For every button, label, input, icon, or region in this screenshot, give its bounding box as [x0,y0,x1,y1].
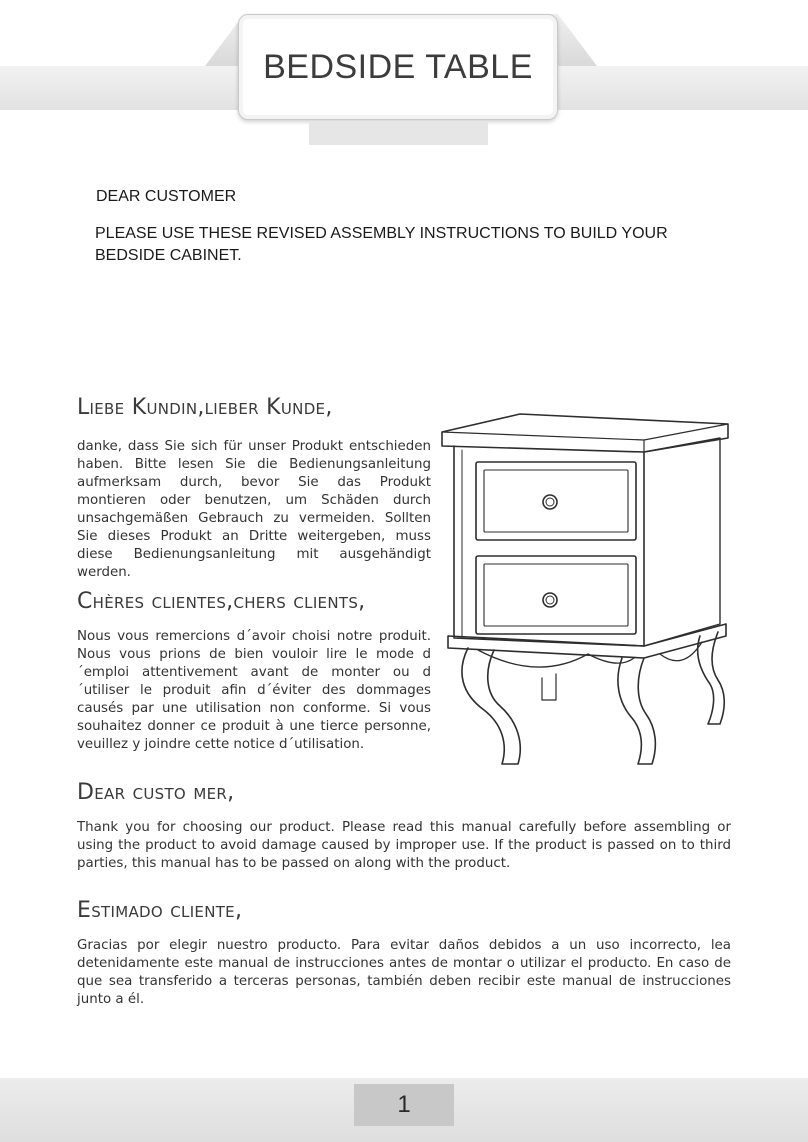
bedside-table-illustration [438,410,738,770]
german-paragraph: danke, dass Sie sich für unser Produkt entschieden haben. Bitte lesen Sie die Bedienungsanleitung aufmerksam durch, bevor Sie das Produkt montieren oder benutzen, um Schäden durch unsachgemäßen Gebrauch zu vermeiden. Sollten Sie dieses Produkt an Dritte weitergeben, muss diese Bedienungsanleitung mit ausgehändigt werden. [77,439,431,580]
title-tab-decoration [309,121,488,145]
lower-drawer [476,556,636,634]
page-number: 1 [397,1091,411,1118]
front-left-leg [462,648,520,764]
table-top [442,414,728,452]
spanish-paragraph: Gracias por elegir nuestro producto. Para evitar daños debidos a un uso incorrecto, lea detenidamente este manual de instrucciones antes de montar o utilizar el producto. En caso de que sea transferido a terceras personas, también deben recibir este manual de instrucciones junto a él. [77,938,731,1007]
page-title: BEDSIDE TABLE [263,47,533,86]
cabinet-body [454,446,644,646]
back-right-leg [698,632,725,724]
french-heading: Chères clientes,chers clients, [77,589,366,614]
title-box [238,14,558,120]
spanish-heading: Estimado cliente, [77,898,243,923]
upper-drawer-knob [543,495,557,509]
revised-instructions-notice: PLEASE USE THESE REVISED ASSEMBLY INSTRUCTIONS TO BUILD YOUR BEDSIDE CABINET. [95,225,668,264]
lower-drawer-knob [543,593,557,607]
customer-greeting: DEAR CUSTOMER [96,188,237,205]
german-heading: Liebe Kundin,lieber Kunde, [77,395,333,420]
english-heading: Dear custo mer, [77,780,235,805]
english-paragraph: Thank you for choosing our product. Please read this manual carefully before assembling or using the product to avoid damage caused by improper use. If the product is passed on to third parties, this manual has to be passed on along with the product. [77,820,731,871]
base-apron [448,624,726,658]
upper-drawer [476,462,636,540]
front-right-leg [618,658,655,764]
page-number-box [354,1084,454,1126]
french-paragraph: Nous vous remercions d´avoir choisi notre produit. Nous vous prions de bien vouloir lire le mode d´emploi attentivement avant de monter ou d´utiliser le produit afin d´éviter des dommages causés par une utilisation non conforme. Si vous souhaitez donner ce produit à une tierce personne, veuillez y joindre cette notice d´utilisation. [77,629,431,752]
